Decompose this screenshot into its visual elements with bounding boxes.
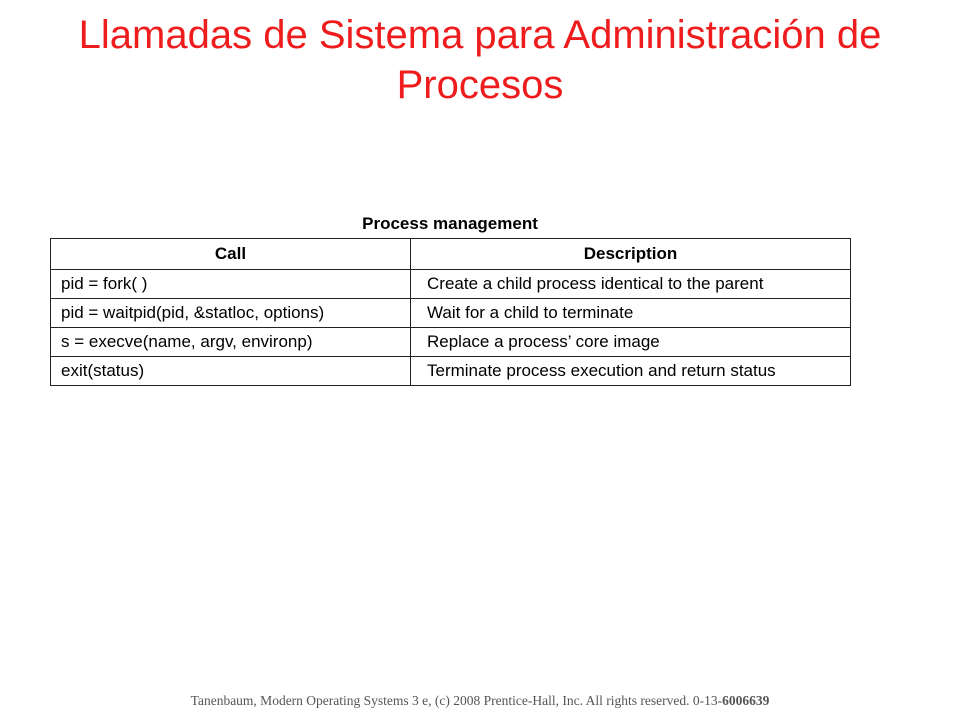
table-header-row	[51, 239, 851, 270]
table-row	[51, 270, 851, 299]
description-cell: Replace a process’ core image	[411, 328, 851, 357]
description-cell: Terminate process execution and return status	[411, 357, 851, 386]
table-row	[51, 299, 851, 328]
slide-title-line-1: Llamadas de Sistema para Administración de	[78, 13, 882, 57]
table-row	[51, 328, 851, 357]
table-caption: Process management	[362, 214, 538, 233]
slide-title	[0, 10, 960, 110]
footer-text: Tanenbaum, Modern Operating Systems 3 e, (c) 2008 Prentice-Hall, Inc. All rights reserved. 0-13-	[190, 693, 723, 708]
process-management-table-container	[50, 238, 850, 386]
process-management-table	[50, 238, 851, 386]
footer-isbn: 6006639	[722, 693, 770, 708]
column-header-description: Description	[411, 239, 851, 270]
table-row	[51, 357, 851, 386]
call-cell: exit(status)	[51, 357, 411, 386]
call-cell: pid = waitpid(pid, &statloc, options)	[51, 299, 411, 328]
call-cell: pid = fork( )	[51, 270, 411, 299]
call-cell: s = execve(name, argv, environp)	[51, 328, 411, 357]
column-header-call: Call	[51, 239, 411, 270]
copyright-footer	[0, 693, 960, 709]
description-cell: Create a child process identical to the parent	[411, 270, 851, 299]
slide-title-line-2: Procesos	[396, 63, 564, 107]
description-cell: Wait for a child to terminate	[411, 299, 851, 328]
